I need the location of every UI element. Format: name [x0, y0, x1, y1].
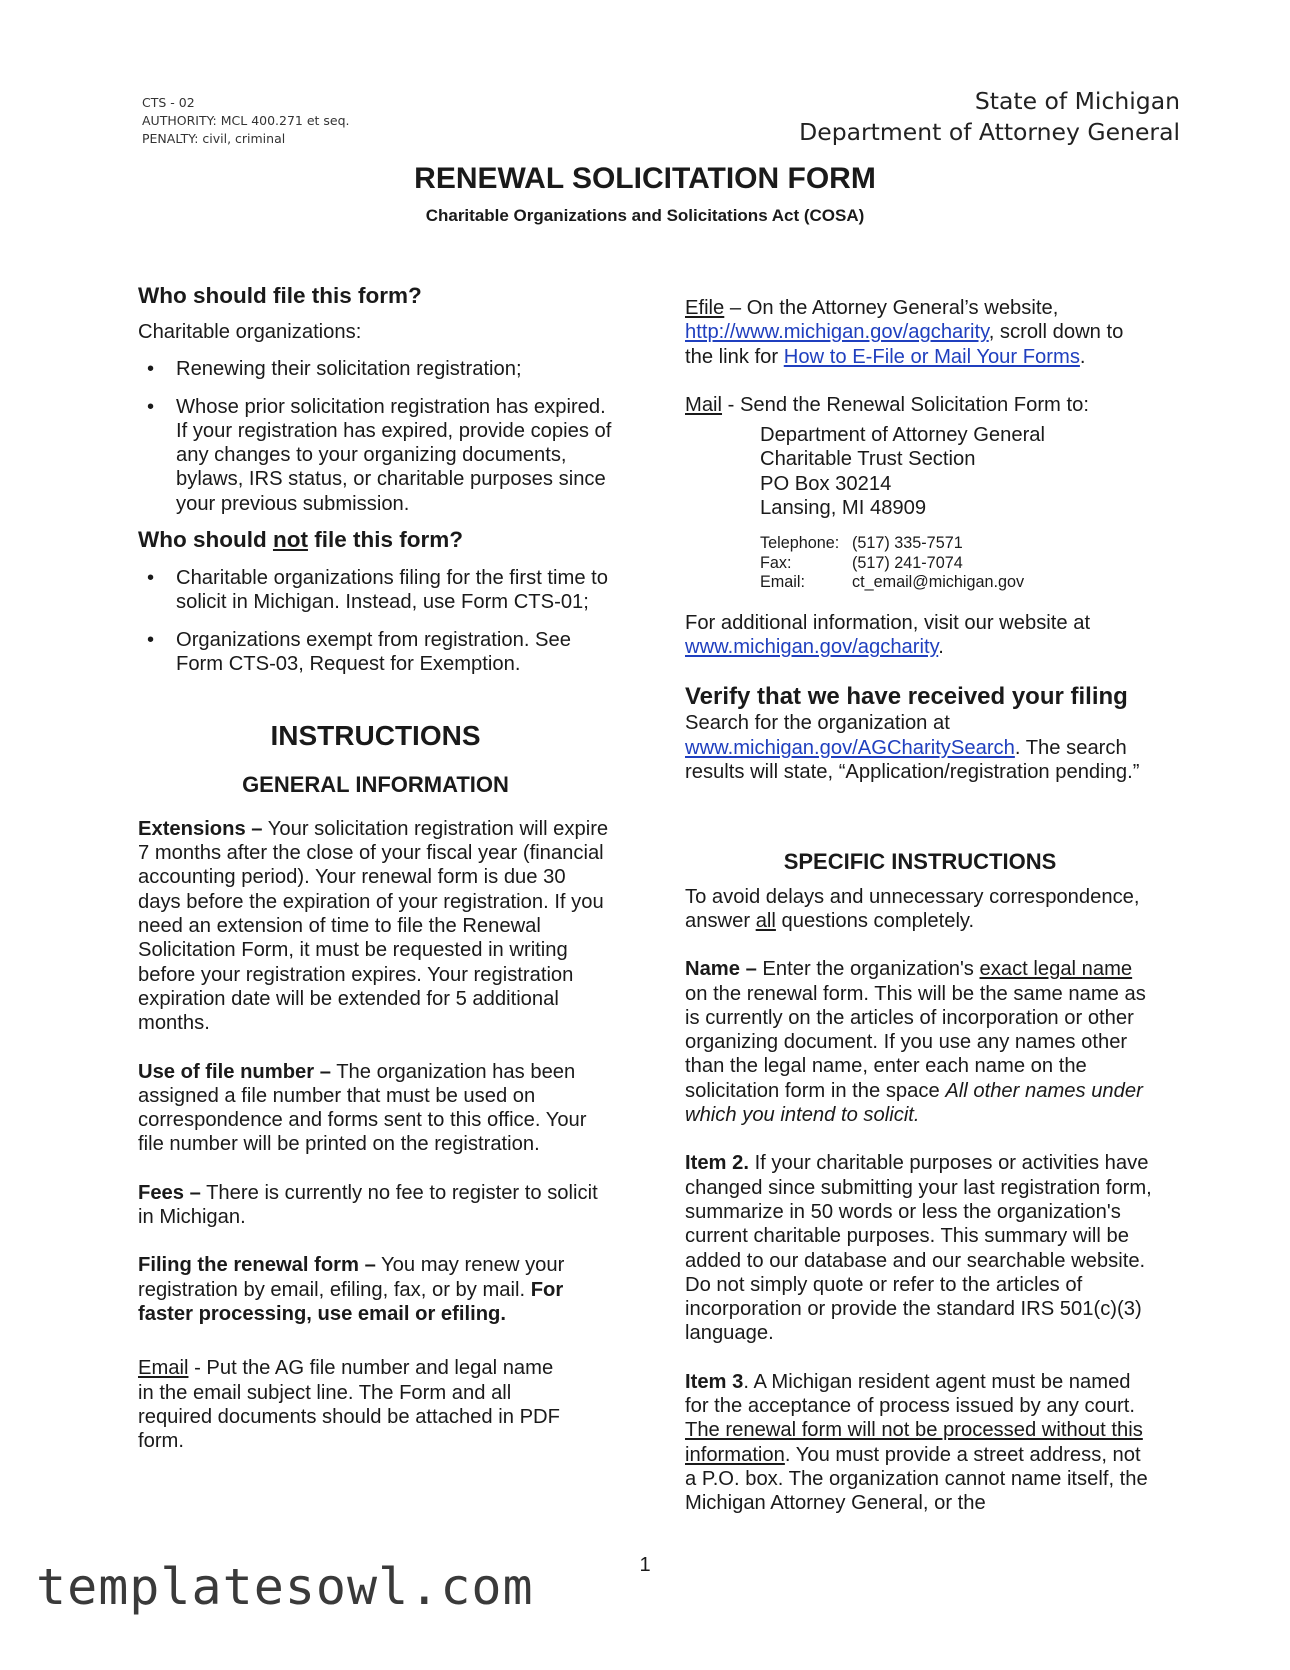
- contact-telephone: Telephone: (517) 335-7571: [760, 534, 963, 553]
- who-file-bullet-1: • Renewing their solicitation registration;: [138, 357, 613, 381]
- who-should-not-file-heading: Who should not file this form?: [138, 527, 463, 553]
- contact-fax: Fax: (517) 241-7074: [760, 553, 963, 572]
- form-code: CTS - 02: [142, 95, 195, 110]
- item-3-paragraph: Item 3. A Michigan resident agent must be named for the acceptance of process issued by any court. The renewal form will not be processed without this information. You must provide a street address, not a P.O. box. The organization cannot name itself, the Michigan Attorney General, or the: [685, 1370, 1148, 1515]
- specific-instructions-heading: SPECIFIC INSTRUCTIONS: [783, 849, 1057, 875]
- fees-paragraph: Fees – There is currently no fee to register to solicit in Michigan.: [138, 1181, 598, 1229]
- site-watermark: templatesowl.com: [36, 1558, 534, 1616]
- mail-paragraph: Mail - Send the Renewal Solicitation Form to:: [685, 393, 1089, 416]
- form-meta: [142, 94, 350, 148]
- name-paragraph: Name – Enter the organization's exact legal name on the renewal form. This will be the same name as is currently on the articles of incorporation or other organizing document. If you use any names other than the legal name, enter each name on the solicitation form in the space All other names under which you intend to solicit.: [685, 958, 1146, 1127]
- who-should-file-heading: Who should file this form?: [138, 283, 422, 308]
- filing-paragraph: Filing the renewal form – You may renew your registration by email, efiling, fax, or by mail. For faster processing, use email or efiling.: [138, 1254, 565, 1325]
- contact-email: Email: ct_email@michigan.gov: [760, 573, 1025, 592]
- item-2-paragraph: Item 2. If your charitable purposes or activities have changed since submitting your last registration form, summarize in 50 words or less the organization's current charitable purposes. This summary will be added to our database and our searchable website. Do not simply quote or refer to the articles of incorporation or provide the standard IRS 501(c)(3) language.: [685, 1152, 1152, 1345]
- state-name: State of Michigan: [974, 87, 1180, 115]
- address-line-3: PO Box 30214: [760, 472, 892, 495]
- department-name: Department of Attorney General: [799, 118, 1180, 146]
- charity-search-link[interactable]: www.michigan.gov/AGCharitySearch: [685, 736, 1015, 759]
- agency-header: [799, 86, 1180, 148]
- address-line-2: Charitable Trust Section: [760, 448, 976, 471]
- file-number-paragraph: Use of file number – The organization has been assigned a file number that must be used on correspondence and forms sent to this office. Your file number will be printed on the registration.: [138, 1060, 587, 1156]
- verify-heading: Verify that we have received your filing: [685, 683, 1128, 711]
- who-not-bullet-2: • Organizations exempt from registration. See Form CTS-03, Request for Exemption.: [138, 628, 613, 677]
- form-subtitle: Charitable Organizations and Solicitations Act (COSA): [425, 206, 865, 225]
- right-column: [685, 296, 1155, 1515]
- who-not-bullet-1: • Charitable organizations filing for the first time to solicit in Michigan. Instead, use Form CTS-01;: [138, 566, 613, 615]
- penalty-line: PENALTY: civil, criminal: [142, 131, 286, 146]
- additional-info-paragraph: For additional information, visit our website at www.michigan.gov/agcharity.: [685, 611, 1091, 659]
- email-paragraph: Email - Put the AG file number and legal name in the email subject line. The Form and all required documents should be attached in PDF form.: [138, 1357, 560, 1453]
- instructions-heading: INSTRUCTIONS: [270, 720, 481, 752]
- address-line-1: Department of Attorney General: [760, 424, 1046, 447]
- left-column: [138, 282, 613, 1453]
- contact-info: [685, 534, 1155, 593]
- verify-paragraph: Search for the organization at www.michigan.gov/AGCharitySearch. The search results will state, “Application/registration pending.”: [685, 712, 1140, 784]
- who-file-intro: Charitable organizations:: [138, 321, 362, 343]
- avoid-delays-paragraph: To avoid delays and unnecessary correspondence, answer all questions completely.: [685, 885, 1140, 932]
- extensions-paragraph: Extensions – Your solicitation registration will expire 7 months after the close of your fiscal year (financial accounting period). Your renewal form is due 30 days before the expiration of your registration. If you need an extension of time to file the Renewal Solicitation Form, it must be requested in writing before your registration expires. Your registration expiration date will be extended for 5 additional months.: [138, 817, 609, 1035]
- agcharity-website-link[interactable]: www.michigan.gov/agcharity: [685, 636, 939, 659]
- agcharity-link[interactable]: http://www.michigan.gov/agcharity: [685, 321, 989, 344]
- efile-paragraph: Efile – On the Attorney General’s website, http://www.michigan.gov/agcharity, scroll down to the link for How to E-File or Mail Your Forms.: [685, 297, 1124, 368]
- general-information-heading: GENERAL INFORMATION: [242, 771, 509, 797]
- address-line-4: Lansing, MI 48909: [760, 497, 927, 520]
- efile-mail-forms-link[interactable]: How to E-File or Mail Your Forms: [783, 345, 1080, 368]
- page-number: 1: [639, 1554, 651, 1576]
- mailing-address: [685, 423, 1155, 520]
- authority-line: AUTHORITY: MCL 400.271 et seq.: [142, 113, 350, 128]
- form-title: RENEWAL SOLICITATION FORM: [414, 162, 876, 195]
- who-file-bullet-2: • Whose prior solicitation registration has expired. If your registration has expired, provide copies of any changes to your organizing documents, bylaws, IRS status, or charitable purposes since your previous submission.: [138, 395, 613, 516]
